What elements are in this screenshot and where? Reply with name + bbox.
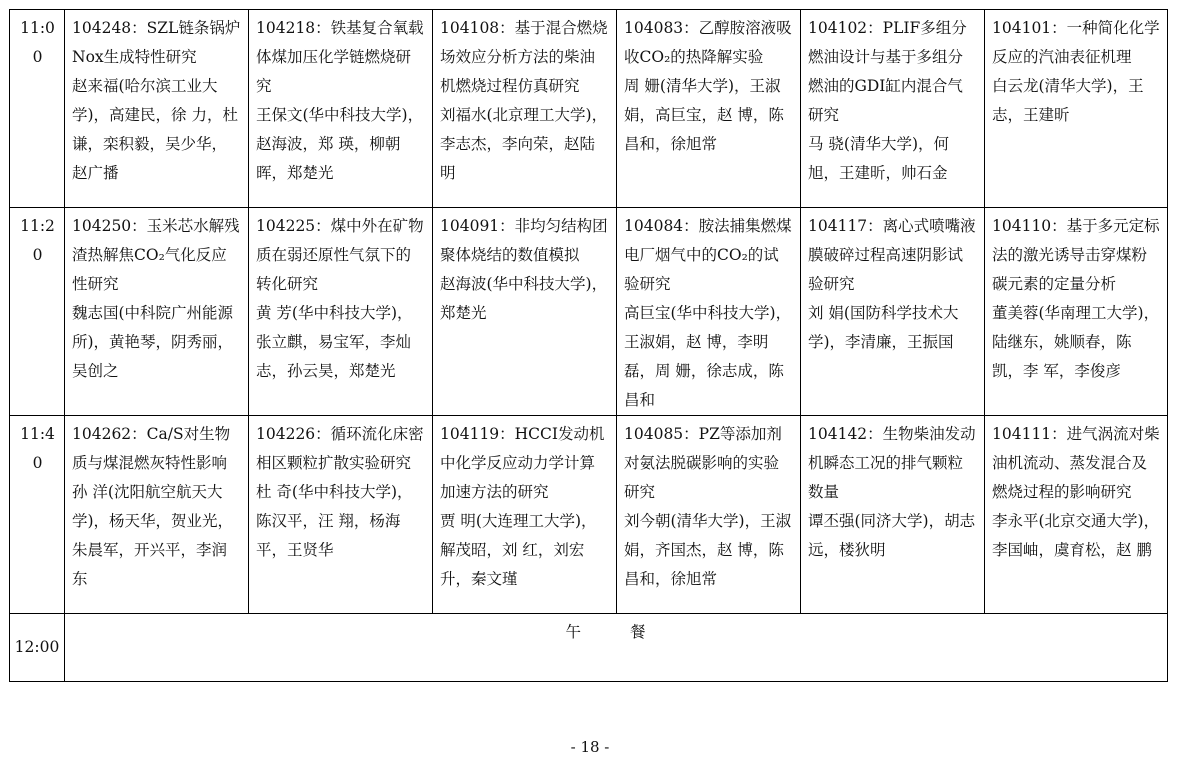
time-slot: 11:20 <box>10 208 65 416</box>
table-row <box>10 416 1168 614</box>
session-cell <box>801 10 985 208</box>
paper-authors: 赵来福(哈尔滨工业大学)，高建民，徐 力，杜 谦，栾积毅，吴少华，赵广播 <box>72 77 238 182</box>
paper-authors: 贾 明(大连理工大学)，解茂昭，刘 红，刘宏升，秦文瑾 <box>440 512 597 588</box>
paper-title: 104225：煤中外在矿物质在弱还原性气氛下的转化研究 <box>256 217 424 293</box>
paper-title: 104250：玉米芯水解残渣热解焦CO₂气化反应性研究 <box>72 217 240 293</box>
session-cell <box>65 416 249 614</box>
paper-title: 104226：循环流化床密相区颗粒扩散实验研究 <box>256 425 424 472</box>
session-cell <box>249 416 433 614</box>
paper-title: 104085：PZ等添加剂对氨法脱碳影响的实验研究 <box>624 425 782 501</box>
paper-authors: 孙 洋(沈阳航空航天大学)，杨天华，贺业光，朱晨军，开兴平，李润东 <box>72 483 234 588</box>
paper-title: 104262：Ca/S对生物质与煤混燃灰特性影响 <box>72 425 231 472</box>
paper-authors: 杜 奇(华中科技大学)，陈汉平，汪 翔，杨海平，王贤华 <box>256 483 413 559</box>
session-cell <box>433 10 617 208</box>
paper-title: 104110：基于多元定标法的激光诱导击穿煤粉碳元素的定量分析 <box>992 217 1160 293</box>
paper-authors: 高巨宝(华中科技大学)，王淑娟，赵 博，李明磊，周 姗，徐志成，陈昌和 <box>624 304 792 409</box>
paper-title: 104108：基于混合燃烧场效应分析方法的柴油机燃烧过程仿真研究 <box>440 19 608 95</box>
paper-authors: 刘福水(北京理工大学)，李志杰，李向荣，赵陆明 <box>440 106 608 182</box>
session-cell <box>433 208 617 416</box>
table-row <box>10 10 1168 208</box>
lunch-label: 午 餐 <box>65 614 1168 682</box>
session-cell <box>801 416 985 614</box>
session-cell <box>617 10 801 208</box>
schedule-table <box>9 9 1168 682</box>
session-cell <box>65 10 249 208</box>
paper-title: 104142：生物柴油发动机瞬态工况的排气颗粒数量 <box>808 425 976 501</box>
table-row <box>10 208 1168 416</box>
session-cell <box>985 10 1168 208</box>
paper-title: 104117：离心式喷嘴液膜破碎过程高速阴影试验研究 <box>808 217 976 293</box>
paper-title: 104084：胺法捕集燃煤电厂烟气中的CO₂的试验研究 <box>624 217 792 293</box>
paper-title: 104091：非均匀结构团聚体烧结的数值模拟 <box>440 217 608 264</box>
time-slot: 11:00 <box>10 10 65 208</box>
session-cell <box>617 208 801 416</box>
session-cell <box>433 416 617 614</box>
paper-authors: 李永平(北京交通大学)，李国岫，虞育松，赵 鹏 <box>992 512 1160 559</box>
paper-title: 104248：SZL链条锅炉Nox生成特性研究 <box>72 19 241 66</box>
session-cell <box>985 208 1168 416</box>
session-cell <box>801 208 985 416</box>
paper-authors: 董美蓉(华南理工大学)，陆继东，姚顺春，陈 凯，李 军，李俊彦 <box>992 304 1160 380</box>
paper-authors: 白云龙(清华大学)，王 志，王建昕 <box>992 77 1144 124</box>
session-cell <box>249 208 433 416</box>
session-cell <box>617 416 801 614</box>
time-slot: 12:00 <box>10 614 65 682</box>
paper-authors: 刘 娟(国防科学技术大学)，李清廉，王振国 <box>808 304 959 351</box>
session-cell <box>65 208 249 416</box>
paper-authors: 赵海波(华中科技大学)，郑楚光 <box>440 275 608 322</box>
paper-authors: 魏志国(中科院广州能源所)，黄艳琴，阴秀丽，吴创之 <box>72 304 234 380</box>
paper-authors: 周 姗(清华大学)，王淑娟，高巨宝，赵 博，陈昌和，徐旭常 <box>624 77 784 153</box>
paper-authors: 王保文(华中科技大学)，赵海波，郑 瑛，柳朝晖，郑楚光 <box>256 106 424 182</box>
paper-authors: 谭丕强(同济大学)，胡志远，楼狄明 <box>808 512 976 559</box>
page-number: - 18 - <box>570 738 610 756</box>
paper-title: 104111：进气涡流对柴油机流动、蒸发混合及燃烧过程的影响研究 <box>992 425 1160 501</box>
lunch-row <box>10 614 1168 682</box>
paper-title: 104083：乙醇胺溶液吸收CO₂的热降解实验 <box>624 19 792 66</box>
session-cell <box>985 416 1168 614</box>
session-cell <box>249 10 433 208</box>
time-slot: 11:40 <box>10 416 65 614</box>
paper-authors: 黄 芳(华中科技大学)，张立麒，易宝军，李灿志，孙云昊，郑楚光 <box>256 304 413 380</box>
paper-title: 104119：HCCI发动机中化学反应动力学计算加速方法的研究 <box>440 425 605 501</box>
paper-authors: 马 骁(清华大学)，何 旭，王建昕，帅石金 <box>808 135 950 182</box>
paper-authors: 刘今朝(清华大学)，王淑娟，齐国杰，赵 博，陈昌和，徐旭常 <box>624 512 792 588</box>
paper-title: 104101：一种简化化学反应的汽油表征机理 <box>992 19 1160 66</box>
paper-title: 104102：PLIF多组分燃油设计与基于多组分燃油的GDI缸内混合气研究 <box>808 19 967 124</box>
paper-title: 104218：铁基复合氧载体煤加压化学链燃烧研究 <box>256 19 424 95</box>
